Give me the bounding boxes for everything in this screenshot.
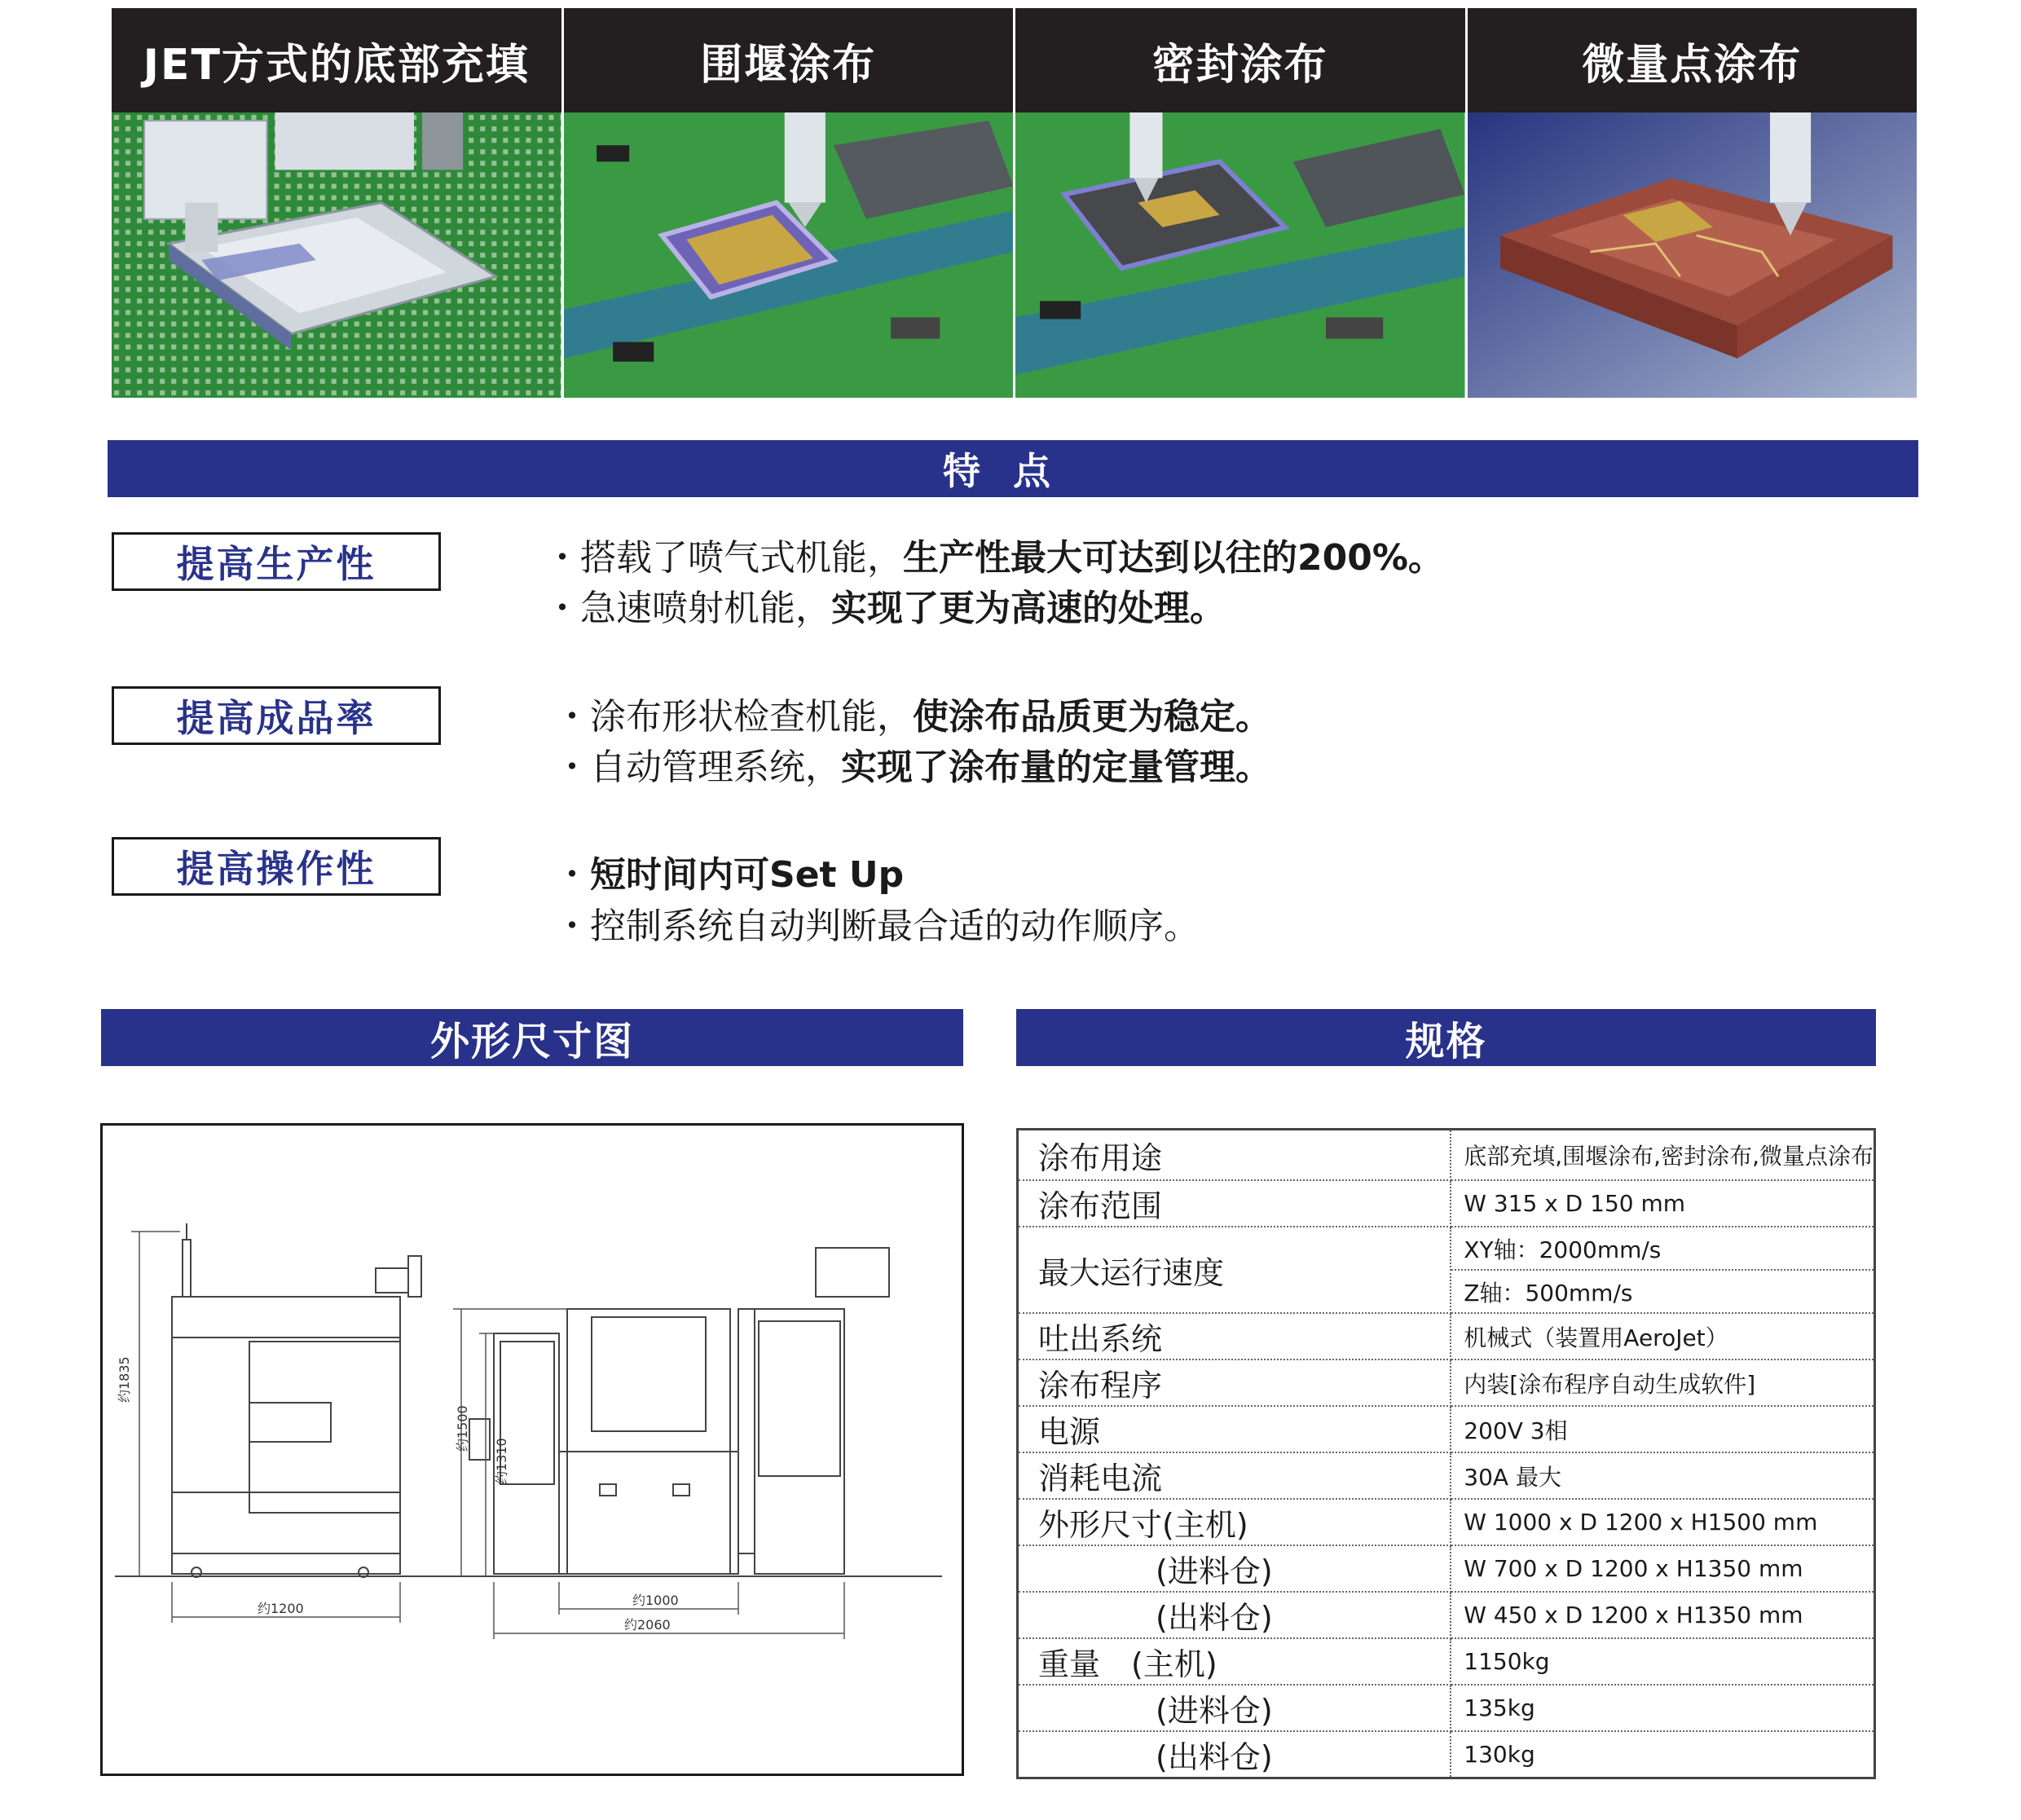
spec-key: 最大运行速度: [1018, 1227, 1451, 1313]
spec-value: 底部充填,围堰涂布,密封涂布,微量点涂布: [1451, 1130, 1874, 1181]
app-panel-seal: [1015, 8, 1468, 398]
micro-dot-image: [1468, 112, 1918, 398]
feature-label-operability: 提高操作性: [112, 837, 441, 896]
app-title-micro-dot: 微量点涂布: [1468, 8, 1918, 112]
spec-key: 涂布程序: [1018, 1359, 1451, 1406]
feature-line: ・搭载了喷气式机能，生产性最大可达到以往的200%。: [544, 537, 1444, 579]
spec-value: Z轴：500mm/s: [1451, 1270, 1874, 1313]
table-row: [1018, 1313, 1875, 1359]
table-row: [1018, 1359, 1875, 1406]
spec-key: 重量 (主机): [1018, 1638, 1451, 1685]
table-row: [1018, 1638, 1875, 1685]
dim-label-h1310: 约1310: [494, 1438, 509, 1484]
table-row: [1018, 1592, 1875, 1638]
spec-key: 外形尺寸(主机): [1018, 1499, 1451, 1545]
dimension-drawing: [100, 1123, 964, 1776]
app-panel-micro-dot: [1468, 8, 1918, 398]
spec-table: [1016, 1128, 1876, 1779]
app-title-dam: 围堰涂布: [564, 8, 1014, 112]
app-title-jet-underfill: JET方式的底部充填: [112, 8, 561, 112]
spec-key: (进料仓): [1018, 1685, 1451, 1731]
table-row: [1018, 1499, 1875, 1545]
dim-label-w2060: 约2060: [624, 1617, 671, 1633]
table-row: [1018, 1685, 1875, 1731]
spec-value: W 1000 x D 1200 x H1500 mm: [1451, 1499, 1874, 1545]
jet-underfill-image: [112, 112, 561, 398]
dim-label-w1000: 约1000: [632, 1593, 679, 1608]
app-title-seal: 密封涂布: [1015, 8, 1465, 112]
dim-label-h1835: 约1835: [117, 1356, 132, 1403]
dim-label-w1200: 约1200: [258, 1601, 304, 1616]
spec-value: 内装[涂布程序自动生成软件]: [1451, 1359, 1874, 1406]
table-row: [1018, 1130, 1875, 1181]
app-panel-dam: [564, 8, 1016, 398]
spec-key: (出料仓): [1018, 1731, 1451, 1778]
spec-key: 涂布范围: [1018, 1180, 1451, 1227]
spec-value: 1150kg: [1451, 1638, 1874, 1685]
dam-coating-image: [564, 112, 1014, 398]
spec-value: W 700 x D 1200 x H1350 mm: [1451, 1545, 1874, 1592]
table-row: [1018, 1406, 1875, 1452]
spec-value: 200V 3相: [1451, 1406, 1874, 1452]
application-panels: [112, 8, 1917, 398]
spec-key: 涂布用途: [1018, 1130, 1451, 1181]
spec-value: 30A 最大: [1451, 1452, 1874, 1499]
spec-banner: 规格: [1016, 1009, 1876, 1066]
spec-key: 电源: [1018, 1406, 1451, 1452]
app-panel-jet-underfill: [112, 8, 564, 398]
table-row: [1018, 1180, 1875, 1227]
spec-value: 135kg: [1451, 1685, 1874, 1731]
spec-value: 130kg: [1451, 1731, 1874, 1778]
dimensions-banner: 外形尺寸图: [101, 1009, 963, 1066]
table-row: [1018, 1452, 1875, 1499]
dim-label-h1500: 约1500: [455, 1405, 470, 1452]
spec-value: 机械式（装置用AeroJet）: [1451, 1313, 1874, 1359]
spec-key: 吐出系统: [1018, 1313, 1451, 1359]
spec-key: (出料仓): [1018, 1592, 1451, 1638]
spec-key: 消耗电流: [1018, 1452, 1451, 1499]
seal-coating-image: [1015, 112, 1465, 398]
feature-line: ・涂布形状检查机能，使涂布品质更为稳定。: [554, 696, 1271, 738]
table-row: [1018, 1227, 1875, 1270]
spec-key: (进料仓): [1018, 1545, 1451, 1592]
feature-label-productivity: 提高生产性: [112, 532, 441, 591]
feature-line: ・短时间内可Set Up: [554, 854, 905, 896]
table-row: [1018, 1731, 1875, 1778]
feature-label-yield: 提高成品率: [112, 686, 441, 745]
feature-line: ・控制系统自动判断最合适的动作顺序。: [554, 906, 1200, 947]
feature-line: ・自动管理系统，实现了涂布量的定量管理。: [554, 747, 1271, 788]
spec-value: W 450 x D 1200 x H1350 mm: [1451, 1592, 1874, 1638]
table-row: [1018, 1545, 1875, 1592]
spec-value: XY轴：2000mm/s: [1451, 1227, 1874, 1270]
features-banner: 特点: [108, 440, 1918, 497]
feature-line: ・急速喷射机能，实现了更为高速的处理。: [544, 588, 1226, 629]
spec-value: W 315 x D 150 mm: [1451, 1180, 1874, 1227]
